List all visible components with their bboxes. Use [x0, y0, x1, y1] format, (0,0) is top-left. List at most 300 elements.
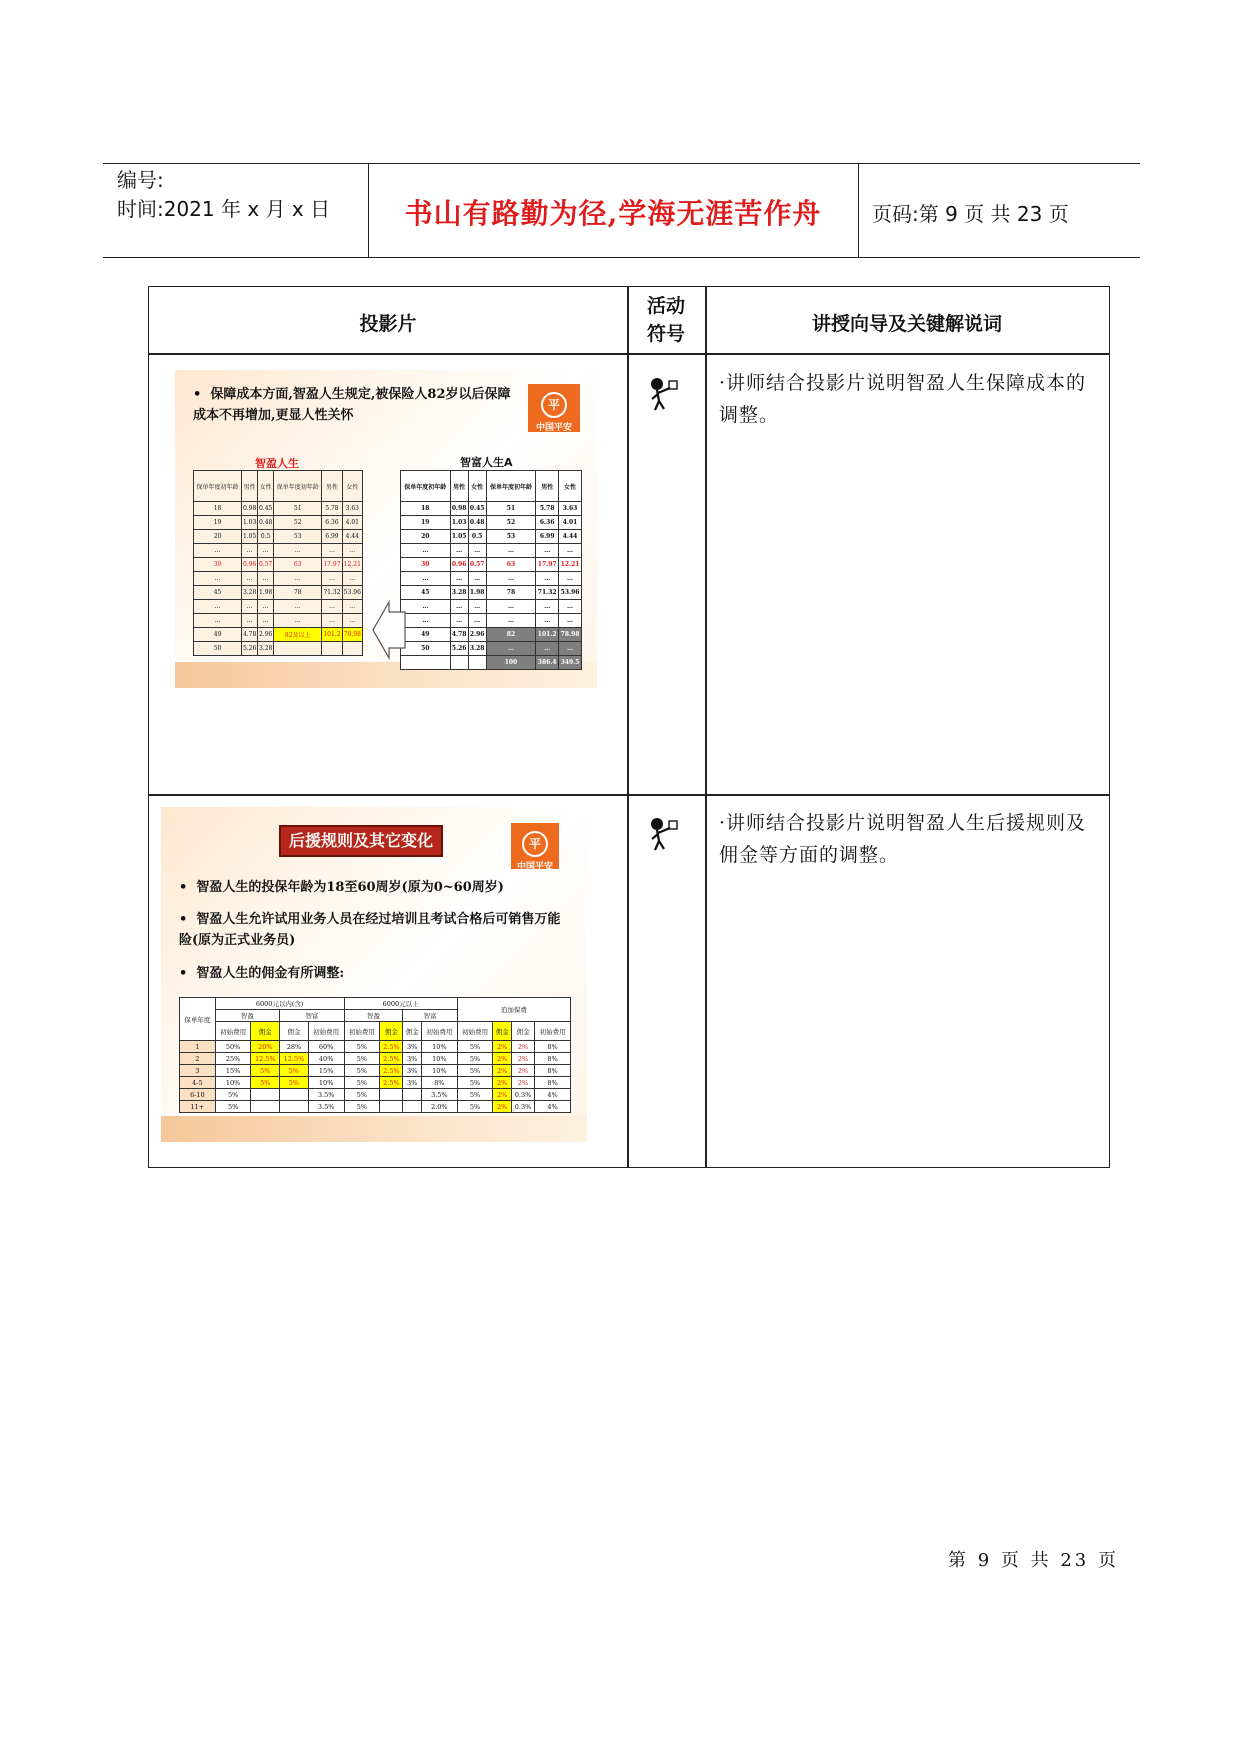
table-cell: 82及以上: [274, 628, 322, 642]
table-cell: 100: [486, 656, 536, 670]
table-cell: 1.05: [450, 530, 468, 544]
table-cell: 5%: [457, 1053, 493, 1065]
table-cell: [403, 1089, 422, 1101]
table-row: [401, 502, 582, 516]
table-cell: 保单年度: [180, 998, 216, 1041]
table-cell: …: [342, 600, 362, 614]
table-cell: 11+: [180, 1101, 216, 1113]
table-cell: 保单年度初年龄: [401, 471, 451, 502]
table-cell: 佣金: [511, 1022, 534, 1041]
table-cell: 追加保费: [457, 998, 570, 1022]
table-cell: …: [559, 614, 582, 628]
table-cell: 1.03: [450, 516, 468, 530]
table-cell: 男性: [242, 471, 258, 502]
header-divider: [858, 163, 859, 257]
pingan-logo: [528, 384, 580, 432]
table-cell: 19: [401, 516, 451, 530]
table-row: [401, 614, 582, 628]
table-row: [180, 1077, 571, 1089]
table-cell: 智盈: [215, 1010, 279, 1022]
table-cell: 佣金: [251, 1022, 280, 1041]
table-cell: 智富: [280, 1010, 344, 1022]
table-cell: 4.78: [450, 628, 468, 642]
table-cell: …: [536, 572, 559, 586]
slide-decor-band: [161, 1116, 587, 1142]
table-cell: 5.78: [536, 502, 559, 516]
table-cell: 0.98: [242, 502, 258, 516]
table-cell: 2.5%: [380, 1077, 403, 1089]
table-cell: …: [401, 614, 451, 628]
table-cell: 15%: [215, 1065, 251, 1077]
table-cell: …: [536, 544, 559, 558]
table-cell: 5%: [457, 1065, 493, 1077]
table-cell: 101.2: [536, 628, 559, 642]
table-cell: 60%: [308, 1041, 344, 1053]
table-cell: 3%: [403, 1041, 422, 1053]
table-cell: 5%: [457, 1077, 493, 1089]
slide-bullet: • 智盈人生的佣金有所调整:: [179, 966, 345, 981]
table-cell: …: [536, 614, 559, 628]
table-cell: 5%: [251, 1077, 280, 1089]
motto: 书山有路勤为径,学海无涯苦作舟: [404, 197, 822, 230]
logo-mark: 平: [541, 392, 567, 418]
table-cell: 3.5%: [421, 1089, 457, 1101]
pingan-logo: [511, 823, 559, 872]
table-cell: 20%: [251, 1041, 280, 1053]
col-divider: [627, 287, 629, 1167]
cost-table-zhiying: [193, 470, 363, 656]
table-cell: 0.45: [468, 502, 486, 516]
table-header-row: [194, 471, 363, 502]
table-row: [194, 586, 363, 600]
col-header-activity: [627, 292, 705, 348]
table-cell: 2%: [493, 1053, 512, 1065]
lecture-note: ·讲师结合投影片说明智盈人生保障成本的调整。: [719, 372, 1087, 426]
table-cell: 28%: [280, 1041, 309, 1053]
table-cell: …: [322, 544, 342, 558]
table-cell: 5.26: [450, 642, 468, 656]
table-cell: 10%: [421, 1041, 457, 1053]
table-cell: 0.45: [258, 502, 274, 516]
table-cell: 78: [274, 586, 322, 600]
table-cell: 6.99: [536, 530, 559, 544]
number-label: 编号:: [117, 168, 164, 192]
col-header-activity-line2: 符号: [646, 323, 685, 345]
table-cell: 3.28: [468, 642, 486, 656]
table-cell: 女性: [468, 471, 486, 502]
table-cell: 3.28: [450, 586, 468, 600]
header-meta: [117, 166, 330, 224]
table-row: [180, 1101, 571, 1113]
table-cell: 男性: [322, 471, 342, 502]
table-cell: 18: [401, 502, 451, 516]
table-cell: 3.63: [342, 502, 362, 516]
table-cell: 63: [274, 558, 322, 572]
lesson-table: [148, 286, 1110, 1168]
table-cell: …: [468, 614, 486, 628]
table-cell: 12.5%: [251, 1053, 280, 1065]
commission-table: [179, 997, 571, 1113]
cost-table-zhifu: [400, 470, 582, 670]
table-cell: 智富: [403, 1010, 457, 1022]
table-cell: 53: [274, 530, 322, 544]
table-cell: …: [322, 614, 342, 628]
table-cell: 5%: [344, 1041, 380, 1053]
right-table-title: 智富人生A: [460, 456, 513, 469]
table-cell: 初始费用: [344, 1022, 380, 1041]
table-cell: 2%: [493, 1041, 512, 1053]
table-cell: 5%: [344, 1089, 380, 1101]
table-cell: 智盈: [344, 1010, 403, 1022]
table-cell: [468, 656, 486, 670]
table-cell: [322, 642, 342, 656]
slide-bullet-text: 保障成本方面,智盈人生规定,被保险人82岁以后保障成本不再增加,更显人性关怀: [193, 387, 511, 423]
table-cell: …: [401, 544, 451, 558]
table-cell: 4-5: [180, 1077, 216, 1089]
table-header-row: [180, 1022, 571, 1041]
table-cell: 349.5: [559, 656, 582, 670]
page-label: 页码:第 9 页 共 23 页: [872, 202, 1069, 226]
table-cell: 71.32: [536, 586, 559, 600]
table-cell: 3.28: [258, 642, 274, 656]
table-cell: 50: [401, 642, 451, 656]
col-header-activity-line1: 活动: [646, 295, 685, 317]
table-cell: 45: [401, 586, 451, 600]
logo-name: 中国平安: [535, 423, 572, 433]
table-cell: 4.01: [559, 516, 582, 530]
table-row: [401, 544, 582, 558]
table-cell: 0.3%: [511, 1101, 534, 1113]
table-row: [180, 1089, 571, 1101]
table-row: [401, 656, 582, 670]
table-cell: 5%: [344, 1053, 380, 1065]
table-cell: …: [342, 572, 362, 586]
table-cell: 49: [401, 628, 451, 642]
table-cell: 0.5: [258, 530, 274, 544]
slide-bullet-text: 智盈人生的投保年龄为18至60周岁(原为0~60周岁): [196, 880, 504, 895]
table-cell: 82: [486, 628, 536, 642]
logo-name: 中国平安: [516, 862, 553, 872]
table-cell: 女性: [342, 471, 362, 502]
table-cell: 0.98: [450, 502, 468, 516]
table-header-row: [401, 471, 582, 502]
table-cell: 女性: [258, 471, 274, 502]
table-row: [401, 558, 582, 572]
table-cell: 4.78: [242, 628, 258, 642]
table-cell: 0.57: [468, 558, 486, 572]
table-cell: 10%: [215, 1077, 251, 1089]
table-cell: …: [258, 572, 274, 586]
table-cell: 男性: [450, 471, 468, 502]
table-cell: [342, 642, 362, 656]
table-row: [401, 530, 582, 544]
table-cell: 0.3%: [511, 1089, 534, 1101]
table-cell: 2.5%: [380, 1065, 403, 1077]
table-cell: 2%: [493, 1077, 512, 1089]
table-cell: 5.26: [242, 642, 258, 656]
table-row: [194, 642, 363, 656]
table-cell: …: [194, 614, 242, 628]
table-cell: 51: [274, 502, 322, 516]
lecture-note: ·讲师结合投影片说明智盈人生后援规则及佣金等方面的调整。: [719, 812, 1087, 866]
table-cell: 3%: [403, 1065, 422, 1077]
table-row: [194, 614, 363, 628]
table-cell: 63: [486, 558, 536, 572]
table-cell: 49: [194, 628, 242, 642]
table-row: [194, 600, 363, 614]
table-cell: 5%: [280, 1077, 309, 1089]
table-cell: 2%: [511, 1041, 534, 1053]
table-cell: 2.5%: [380, 1041, 403, 1053]
col-header-slide: 投影片: [359, 313, 417, 335]
table-row: [401, 516, 582, 530]
table-cell: 2%: [511, 1053, 534, 1065]
table-cell: …: [468, 544, 486, 558]
table-cell: 保单年度初年龄: [274, 471, 322, 502]
table-cell: …: [536, 600, 559, 614]
table-cell: …: [274, 544, 322, 558]
row-divider: [149, 794, 1109, 796]
table-row: [194, 558, 363, 572]
table-cell: …: [486, 572, 536, 586]
table-cell: …: [450, 614, 468, 628]
table-cell: 2%: [493, 1089, 512, 1101]
table-cell: [280, 1089, 309, 1101]
table-row: [180, 1053, 571, 1065]
table-cell: 45: [194, 586, 242, 600]
table-row: [401, 600, 582, 614]
table-cell: 386.4: [536, 656, 559, 670]
table-cell: 男性: [536, 471, 559, 502]
table-cell: …: [258, 600, 274, 614]
table-cell: …: [559, 572, 582, 586]
table-cell: 5%: [251, 1065, 280, 1077]
table-cell: 5%: [215, 1101, 251, 1113]
header-top-rule: [103, 163, 1140, 164]
table-cell: 保单年度初年龄: [194, 471, 242, 502]
header-bottom-rule: [103, 257, 1140, 258]
slide-bullet-text: 智盈人生的佣金有所调整:: [196, 966, 345, 981]
table-cell: 3.63: [559, 502, 582, 516]
table-cell: …: [258, 544, 274, 558]
table-cell: …: [322, 572, 342, 586]
table-cell: 50: [194, 642, 242, 656]
table-cell: 0.5: [468, 530, 486, 544]
table-cell: 佣金: [493, 1022, 512, 1041]
table-cell: 19: [194, 516, 242, 530]
slide-bullet: • 保障成本方面,智盈人生规定,被保险人82岁以后保障成本不再增加,更显人性关怀: [193, 387, 511, 423]
table-cell: 10%: [421, 1053, 457, 1065]
table-cell: …: [242, 614, 258, 628]
table-cell: 初始费用: [535, 1022, 571, 1041]
table-cell: …: [274, 572, 322, 586]
table-cell: 4.01: [342, 516, 362, 530]
table-cell: 5%: [457, 1089, 493, 1101]
table-row: [401, 572, 582, 586]
table-cell: …: [274, 614, 322, 628]
table-cell: 5%: [280, 1065, 309, 1077]
table-cell: …: [242, 600, 258, 614]
table-cell: 5%: [344, 1101, 380, 1113]
table-cell: 0.48: [468, 516, 486, 530]
table-cell: …: [450, 600, 468, 614]
table-cell: …: [450, 572, 468, 586]
table-cell: 30: [194, 558, 242, 572]
table-cell: …: [486, 600, 536, 614]
table-cell: 12.21: [559, 558, 582, 572]
table-cell: 6.99: [322, 530, 342, 544]
table-cell: …: [342, 614, 362, 628]
presenter-icon: [646, 817, 680, 851]
slide-banner: 后援规则及其它变化: [279, 825, 443, 857]
table-cell: 12.21: [342, 558, 362, 572]
table-cell: 6.36: [536, 516, 559, 530]
slide-bullet-text: 智盈人生允许试用业务人员在经过培训且考试合格后可销售万能险(原为正式业务员): [179, 912, 561, 948]
table-row: [194, 628, 363, 642]
table-row: [401, 642, 582, 656]
table-cell: …: [486, 614, 536, 628]
table-cell: 52: [274, 516, 322, 530]
table-cell: …: [559, 544, 582, 558]
slide-rules-changes: [161, 807, 587, 1142]
left-table-title: 智盈人生: [255, 457, 299, 470]
table-cell: 53.96: [342, 586, 362, 600]
table-row: [180, 1041, 571, 1053]
time-label: 时间:2021 年 x 月 x 日: [117, 197, 331, 221]
table-cell: 8%: [535, 1053, 571, 1065]
table-row: [401, 628, 582, 642]
table-cell: 保单年度初年龄: [486, 471, 536, 502]
table-row: [194, 530, 363, 544]
table-cell: …: [486, 642, 536, 656]
table-cell: 10%: [421, 1065, 457, 1077]
table-cell: 0.96: [450, 558, 468, 572]
table-cell: 女性: [559, 471, 582, 502]
table-cell: …: [322, 600, 342, 614]
table-cell: 20: [194, 530, 242, 544]
table-cell: …: [194, 572, 242, 586]
table-cell: [380, 1089, 403, 1101]
logo-mark: 平: [522, 831, 548, 857]
table-cell: …: [258, 614, 274, 628]
table-cell: 10%: [308, 1077, 344, 1089]
table-cell: 6000元以上: [344, 998, 457, 1010]
table-cell: 1.98: [258, 586, 274, 600]
table-cell: 4.44: [559, 530, 582, 544]
table-row: [194, 502, 363, 516]
table-cell: …: [559, 642, 582, 656]
table-row: [194, 544, 363, 558]
page-footer: 第 9 页 共 23 页: [948, 1550, 1119, 1571]
arrow-left-icon: [371, 600, 407, 660]
table-cell: 78.98: [342, 628, 362, 642]
table-cell: [280, 1101, 309, 1113]
table-cell: 3%: [403, 1053, 422, 1065]
table-cell: 2: [180, 1053, 216, 1065]
table-cell: 8%: [535, 1041, 571, 1053]
table-cell: [274, 642, 322, 656]
table-cell: 佣金: [380, 1022, 403, 1041]
table-cell: 101.2: [322, 628, 342, 642]
table-cell: 初始费用: [421, 1022, 457, 1041]
table-cell: [380, 1101, 403, 1113]
table-cell: …: [486, 544, 536, 558]
table-cell: 初始费用: [457, 1022, 493, 1041]
table-cell: …: [468, 572, 486, 586]
table-cell: 0.96: [242, 558, 258, 572]
table-cell: 2%: [511, 1065, 534, 1077]
slide-bullet: • 智盈人生允许试用业务人员在经过培训且考试合格后可销售万能险(原为正式业务员): [179, 912, 561, 948]
table-cell: 1.05: [242, 530, 258, 544]
table-row: [180, 1065, 571, 1077]
table-cell: 5%: [215, 1089, 251, 1101]
table-cell: 2.0%: [421, 1101, 457, 1113]
table-cell: 53.96: [559, 586, 582, 600]
table-cell: …: [401, 572, 451, 586]
table-cell: [401, 656, 451, 670]
table-cell: 3.5%: [308, 1101, 344, 1113]
table-cell: 4%: [535, 1101, 571, 1113]
table-cell: 2%: [493, 1101, 512, 1113]
table-cell: 6000元以内(含): [215, 998, 344, 1010]
table-cell: 17.97: [322, 558, 342, 572]
table-cell: …: [274, 600, 322, 614]
table-cell: 51: [486, 502, 536, 516]
table-cell: [251, 1101, 280, 1113]
table-header-row: [180, 998, 571, 1010]
table-cell: 8%: [535, 1065, 571, 1077]
table-cell: 1.03: [242, 516, 258, 530]
presenter-icon: [646, 377, 680, 411]
table-cell: …: [194, 544, 242, 558]
table-cell: 0.48: [258, 516, 274, 530]
table-cell: 2.96: [258, 628, 274, 642]
table-cell: 53: [486, 530, 536, 544]
table-cell: 0.57: [258, 558, 274, 572]
table-cell: 2.96: [468, 628, 486, 642]
table-cell: 25%: [215, 1053, 251, 1065]
table-cell: 3: [180, 1065, 216, 1077]
table-row: [194, 516, 363, 530]
table-row: [194, 572, 363, 586]
table-cell: …: [342, 544, 362, 558]
table-cell: 12.5%: [280, 1053, 309, 1065]
table-cell: …: [194, 600, 242, 614]
table-cell: 6.36: [322, 516, 342, 530]
table-cell: [251, 1089, 280, 1101]
table-cell: 71.32: [322, 586, 342, 600]
col-header-notes: 讲授向导及关键解说词: [811, 313, 1002, 335]
col-divider: [705, 287, 707, 1167]
table-cell: 18: [194, 502, 242, 516]
row-divider: [149, 353, 1109, 355]
table-cell: …: [468, 600, 486, 614]
table-cell: 40%: [308, 1053, 344, 1065]
table-cell: 6-10: [180, 1089, 216, 1101]
table-cell: [450, 656, 468, 670]
table-cell: …: [401, 600, 451, 614]
table-cell: 52: [486, 516, 536, 530]
table-cell: 佣金: [403, 1022, 422, 1041]
table-cell: 5%: [344, 1077, 380, 1089]
table-cell: 78: [486, 586, 536, 600]
table-cell: 78.98: [559, 628, 582, 642]
table-cell: 2%: [511, 1077, 534, 1089]
slide-bullet: • 智盈人生的投保年龄为18至60周岁(原为0~60周岁): [179, 880, 504, 895]
table-cell: 20: [401, 530, 451, 544]
table-cell: 5%: [344, 1065, 380, 1077]
table-cell: 4%: [535, 1089, 571, 1101]
